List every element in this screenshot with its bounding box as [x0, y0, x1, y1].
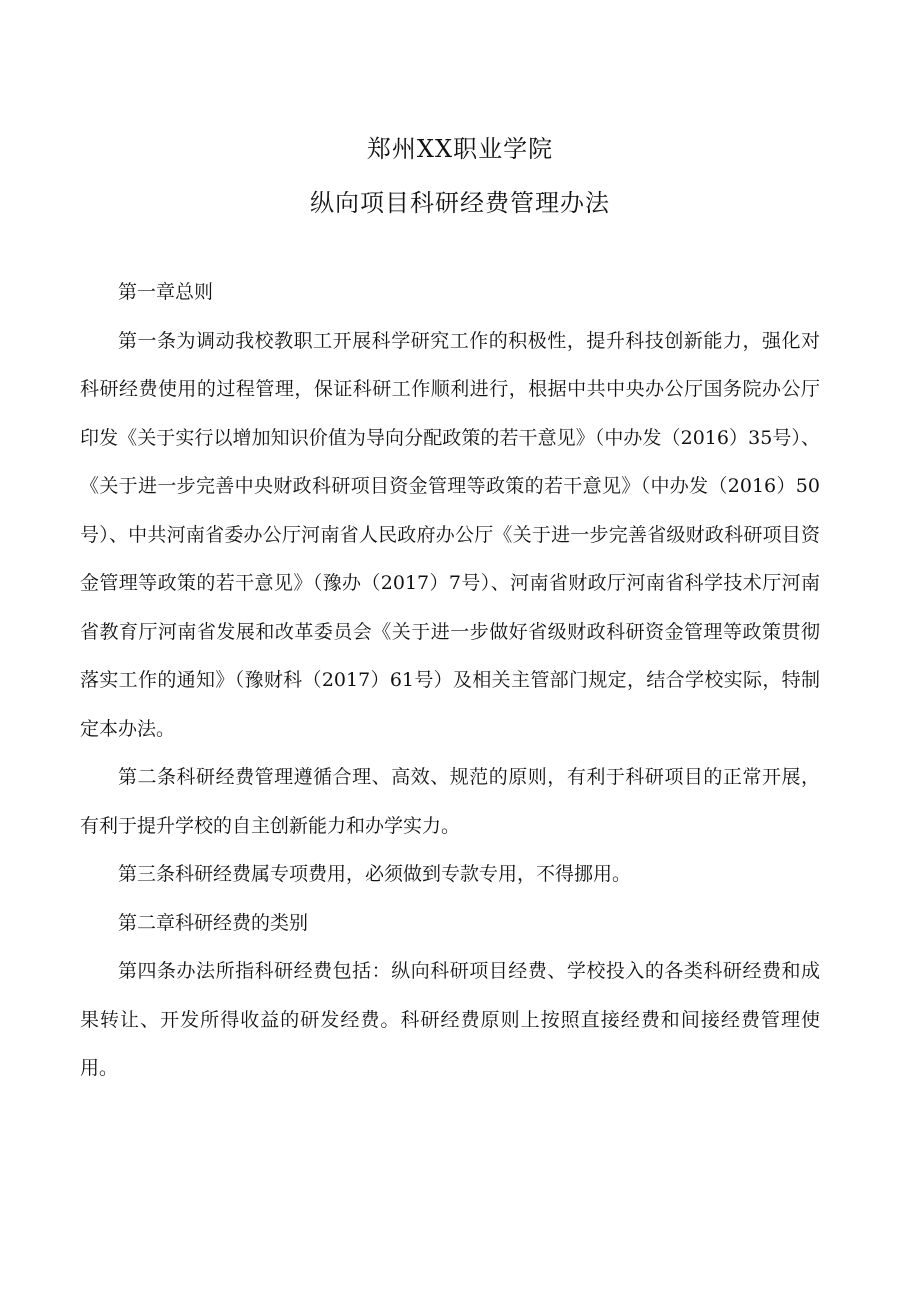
document-title: 郑州XX职业学院 [366, 135, 554, 163]
article-4-paragraph: 第四条办法所指科研经费包括：纵向科研项目经费、学校投入的各类科研经费和成果转让、开发所得收益的研发经费。科研经费原则上按照直接经费和间接经费管理使用。 [80, 960, 820, 1079]
document-subtitle: 纵向项目科研经费管理办法 [310, 189, 610, 217]
chapter-1-heading: 第一章总则 [118, 281, 214, 303]
title-block [0, 122, 920, 230]
chapter-2-heading: 第二章科研经费的类别 [118, 911, 309, 934]
article-2-paragraph: 第二条科研经费管理遵循合理、高效、规范的原则，有利于科研项目的正常开展，有利于提升学校的自主创新能力和办学实力。 [80, 766, 820, 837]
document-body [80, 268, 820, 1093]
article-3-paragraph: 第三条科研经费属专项费用，必须做到专款专用，不得挪用。 [118, 863, 632, 885]
article-1-paragraph: 第一条为调动我校教职工开展科学研究工作的积极性，提升科技创新能力，强化对科研经费使用的过程管理，保证科研工作顺利进行，根据中共中央办公厅国务院办公厅印发《关于实行以增加知识价值为导向分配政策的若干意见》（中办发（2016）35号）、《关于进一步完善中央财政科研项目资金管理等政策的若干意见》（中办发（2016）50号）、中共河南省委办公厅河南省人民政府办公厅《关于进一步完善省级财政科研项目资金管理等政策的若干意见》（豫办（2017）7号）、河南省财政厅河南省科学技术厅河南省教育厅河南省发展和改革委员会《关于进一步做好省级财政科研资金管理等政策贯彻落实工作的通知》（豫财科（2017）61号）及相关主管部门规定，结合学校实际，特制定本办法。 [80, 329, 820, 740]
